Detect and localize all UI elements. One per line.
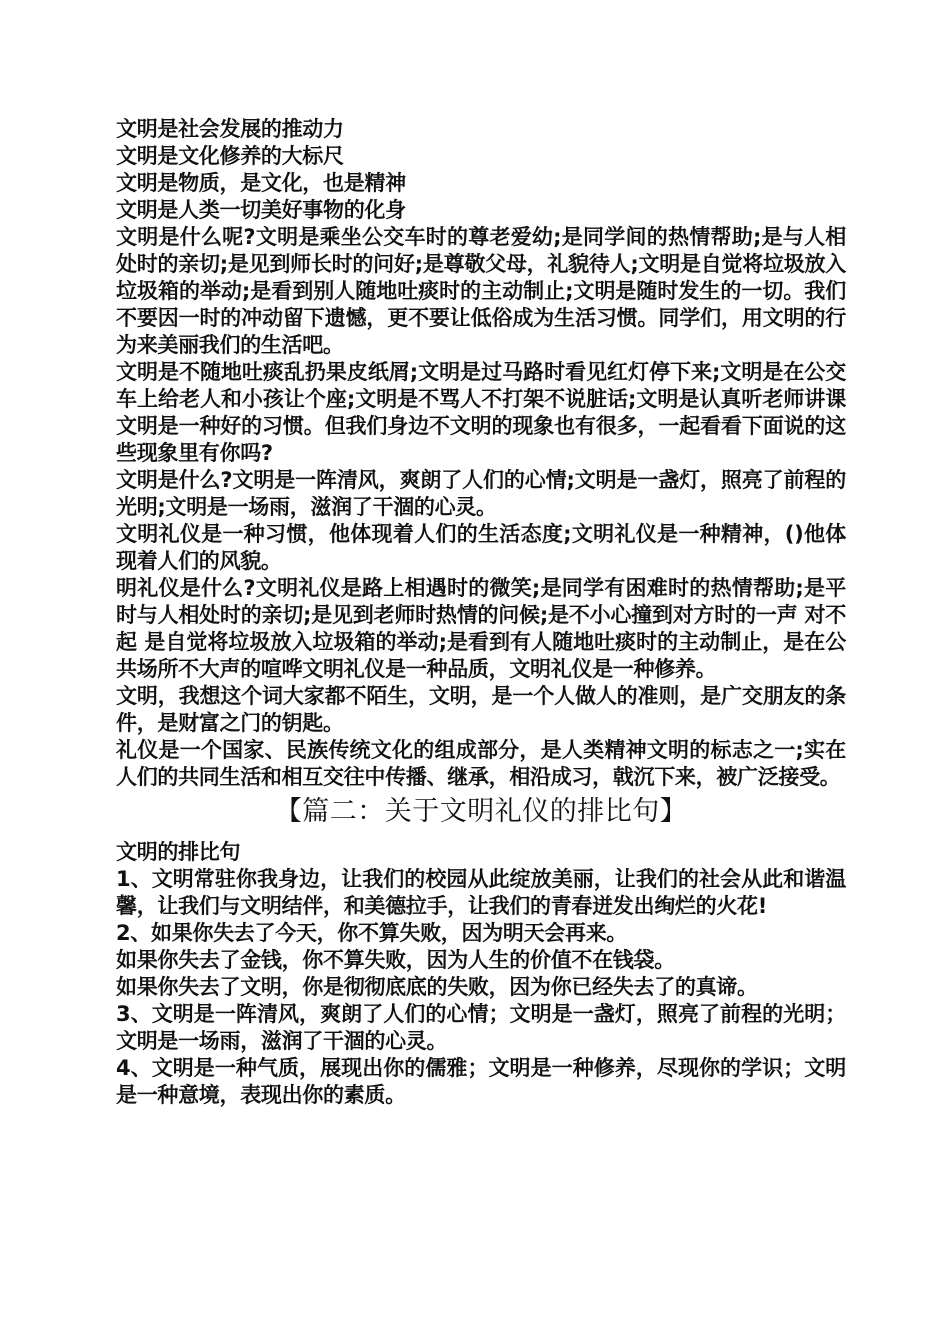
paragraph: 文明是社会发展的推动力 <box>116 117 344 141</box>
list-item-continuation: 如果你失去了金钱，你不算失败，因为人生的价值不在钱袋。 <box>116 948 675 972</box>
list-item-continuation: 如果你失去了文明，你是彻彻底底的失败，因为你已经失去了的真谛。 <box>116 975 758 999</box>
list-item: 3、文明是一阵清风，爽朗了人们的心情；文明是一盏灯，照亮了前程的光明；文明是一场雨，滋润了干涸的心灵。 <box>116 1002 846 1053</box>
list-item: 1、文明常驻你我身边，让我们的校园从此绽放美丽，让我们的社会从此和谐温馨，让我们与文明结伴，和美德拉手，让我们的青春迸发出绚烂的火花! <box>116 867 846 918</box>
list-item: 2、如果你失去了今天，你不算失败，因为明天会再来。 <box>116 921 628 945</box>
paragraph: 明礼仪是什么?文明礼仪是路上相遇时的微笑;是同学有困难时的热情帮助;是平时与人相处时的亲切;是见到老师时热情的问候;是不小心撞到对方时的一声 对不起 是自觉将垃圾放入垃圾箱的举动;是看到有人随地吐痰时的主动制止，是在公共场所不大声的喧哗文明礼仪是一种品质，文明礼仪是一种修养。 <box>116 576 846 681</box>
section-two-title: 文明的排比句 <box>116 840 241 864</box>
paragraph: 文明礼仪是一种习惯，他体现着人们的生活态度;文明礼仪是一种精神，()他体现着人们的风貌。 <box>116 522 846 573</box>
section-one <box>116 116 846 791</box>
paragraph: 文明是什么呢?文明是乘坐公交车时的尊老爱幼;是同学间的热情帮助;是与人相处时的亲切;是见到师长时的问好;是尊敬父母，礼貌待人;文明是自觉将垃圾放入垃圾箱的举动;是看到别人随地吐痰时的主动制止;文明是随时发生的一切。我们不要因一时的冲动留下遗憾，更不要让低俗成为生活习惯。同学们，用文明的行为来美丽我们的生活吧。 <box>116 225 846 357</box>
paragraph: 文明是什么?文明是一阵清风，爽朗了人们的心情;文明是一盏灯，照亮了前程的光明;文明是一场雨，滋润了干涸的心灵。 <box>116 468 846 519</box>
paragraph: 文明，我想这个词大家都不陌生，文明，是一个人做人的准则，是广交朋友的条件，是财富之门的钥匙。 <box>116 684 846 735</box>
paragraph: 文明是不随地吐痰乱扔果皮纸屑;文明是过马路时看见红灯停下来;文明是在公交车上给老人和小孩让个座;文明是不骂人不打架不说脏话;文明是认真听老师讲课 文明是一种好的习惯。但我们身边不文明的现象也有很多，一起看看下面说的这些现象里有你吗? <box>116 360 846 465</box>
paragraph: 礼仪是一个国家、民族传统文化的组成部分，是人类精神文明的标志之一;实在人们的共同生活和相互交往中传播、继承，相沿成习，戟沉下来，被广泛接受。 <box>116 738 846 789</box>
section-heading: 【篇二：关于文明礼仪的排比句】 <box>274 796 688 827</box>
document-page <box>116 116 846 1109</box>
paragraph: 文明是人类一切美好事物的化身 <box>116 198 406 222</box>
list-item: 4、文明是一种气质，展现出你的儒雅；文明是一种修养，尽现你的学识；文明是一种意境，表现出你的素质。 <box>116 1056 846 1107</box>
paragraph: 文明是文化修养的大标尺 <box>116 144 344 168</box>
paragraph: 文明是物质，是文化，也是精神 <box>116 171 406 195</box>
section-two <box>116 839 846 1109</box>
